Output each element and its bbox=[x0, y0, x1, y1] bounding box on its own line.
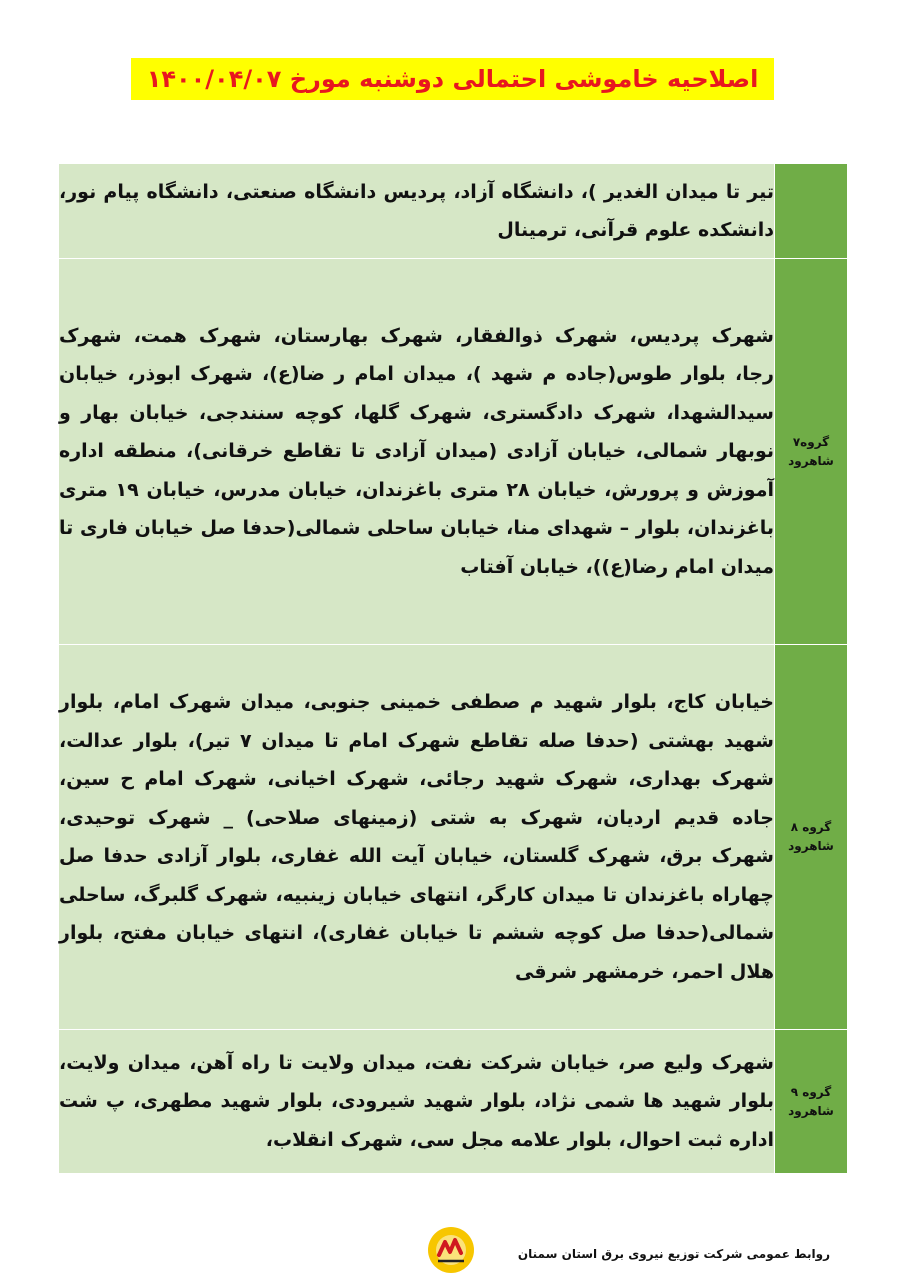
areas-cell: خیابان کاج، بلوار شهید م صطفی خمینی جنوبی، میدان شهرک امام، بلوار شهید بهشتی (حدفا صله تقاطع شهرک امام تا میدان ۷ تیر)، بلوار عدالت، شهرک بهداری، شهرک شهید رجائی، شهرک اخیانی، شهرک امام ح سین، جاده قدیم اردیان، شهرک به شتی (زمینهای صلاحی) _ شهرک توحیدی، شهرک برق، شهرک گلستان، خیابان آیت الله غفاری، بلوار آزادی حدفا صل چهاراه باغزندان تا میدان کارگر، انتهای خیابان زینبیه، شهرک گلبرگ، ساحلی شمالی(حدفا صل کوچه ششم تا خیابان غفاری)، انتهای خیابان مفتح، بلوار هلال احمر، خرمشهر شرقی bbox=[59, 645, 775, 1030]
footer bbox=[0, 1222, 905, 1282]
areas-cell: تیر تا میدان الغدیر )، دانشگاه آزاد، پردیس دانشگاه صنعتی، دانشگاه پیام نور، دانشکده علوم قرآنی، ترمینال bbox=[59, 164, 775, 259]
city-label: شاهرود bbox=[788, 839, 834, 853]
areas-cell: شهرک پردیس، شهرک ذوالفقار، شهرک بهارستان، شهرک همت، شهرک رجا، بلوار طوس(جاده م شهد )، میدان امام ر ضا(ع)، شهرک ابوذر، خیابان سیدالشهدا، شهرک دادگستری، شهرک گلها، کوچه سنندجی، خیابان بهار و نوبهار شمالی، خیابان آزادی (میدان آزادی تا تقاطع خرقانی)، منطقه اداره آموزش و پرورش، خیابان ۲۸ متری باغزندان، خیابان مدرس، خیابان ۱۹ متری باغزندان، بلوار – شهدای منا، خیابان ساحلی شمالی(حدفا صل خیابان فاری تا میدان امام رضا(ع))، خیابان آفتاب bbox=[59, 259, 775, 645]
group-label: گروه ۹ bbox=[790, 1084, 832, 1099]
power-utility-logo-icon bbox=[426, 1225, 476, 1275]
group-label: گروه ۸ bbox=[790, 820, 832, 834]
title-banner bbox=[0, 58, 905, 100]
group-cell bbox=[775, 259, 848, 645]
table-row bbox=[59, 645, 848, 1030]
city-label: شاهرود bbox=[788, 453, 834, 468]
table-row bbox=[59, 259, 848, 645]
areas-cell: شهرک ولیع صر، خیابان شرکت نفت، میدان ولایت تا راه آهن، میدان ولایت، بلوار شهید ها شمی نژاد، بلوار شهید شیرودی، بلوار شهید مطهری، پ شت اداره ثبت احوال، بلوار علامه مجل سی، شهرک انقلاب، bbox=[59, 1030, 775, 1174]
group-cell bbox=[775, 645, 848, 1030]
page-title: اصلاحیه خاموشی احتمالی دوشنبه مورخ ۱۴۰۰/۰۴/۰۷ bbox=[131, 58, 775, 100]
footer-text: روابط عمومی شرکت توزیع نیروی برق استان سمنان bbox=[517, 1247, 830, 1261]
table-row bbox=[59, 164, 848, 259]
group-label: گروه۷ bbox=[792, 434, 830, 449]
city-label: شاهرود bbox=[788, 1103, 834, 1118]
group-cell bbox=[775, 1030, 848, 1174]
table-row bbox=[59, 1030, 848, 1174]
group-cell bbox=[775, 164, 848, 259]
outage-schedule-table bbox=[58, 163, 848, 1174]
